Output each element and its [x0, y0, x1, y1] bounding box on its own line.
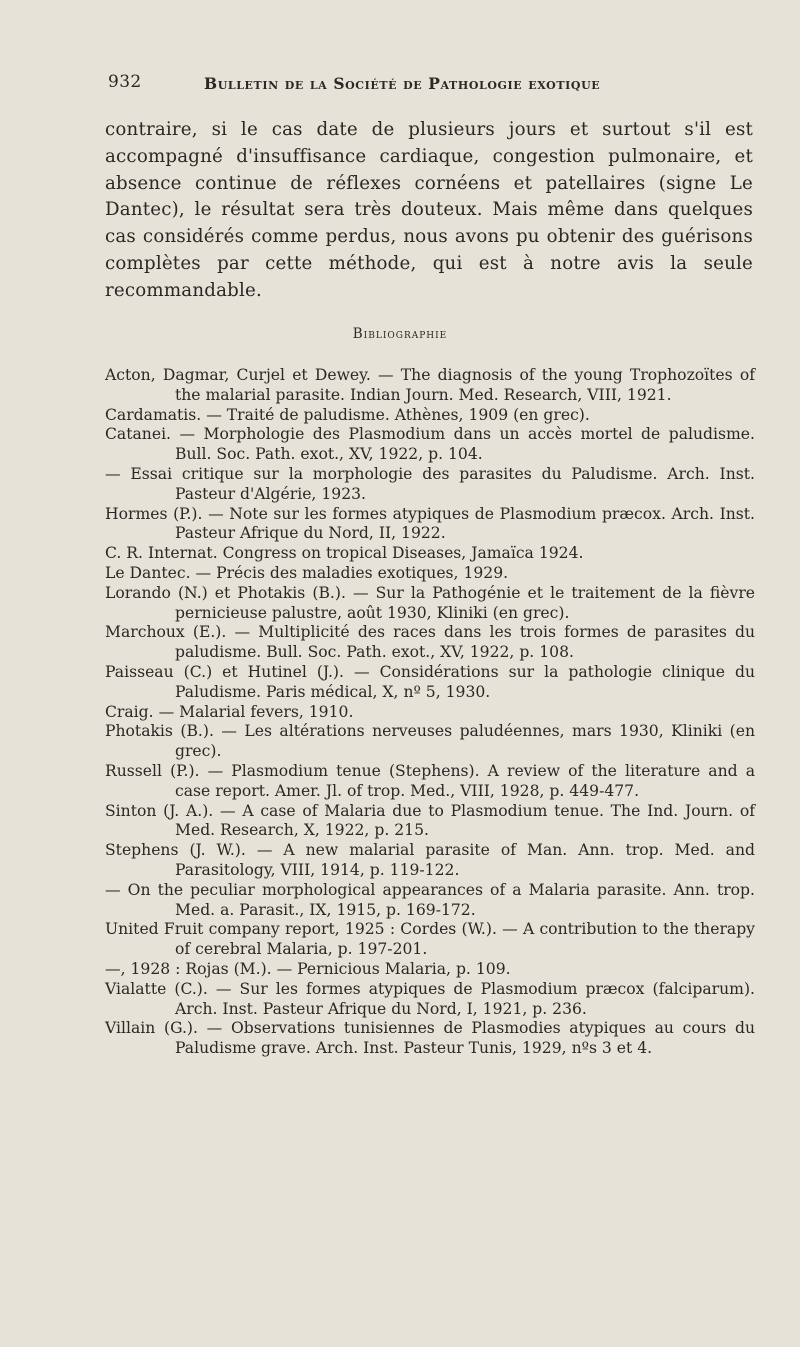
reference-item: Catanei. — Morphologie des Plasmodium dans un accès mortel de paludisme. Bull. Soc. Path. exot., XV, 1922, p. 104.: [105, 425, 755, 464]
reference-item: Vialatte (C.). — Sur les formes atypiques de Plasmodium præcox (falciparum). Arch. Inst. Pasteur Afrique du Nord, I, 1921, p. 236.: [105, 979, 755, 1018]
journal-title: Bulletin de la Société de Pathologie exotique: [204, 74, 601, 93]
page-number: 932: [108, 72, 142, 92]
reference-list: [105, 366, 755, 1059]
body-paragraph: contraire, si le cas date de plusieurs jours et surtout s'il est accompagné d'insuffisance cardiaque, congestion pulmonaire, et absence continue de réflexes cornéens et patellaires (signe Le Dantec), le résultat sera très douteux. Mais même dans quelques cas considérés comme perdus, nous avons pu obtenir des guérisons complètes par cette méthode, qui est à notre avis la seule recommandable.: [105, 119, 753, 301]
reference-item: Acton, Dagmar, Curjel et Dewey. — The diagnosis of the young Trophozoïtes of the malarial parasite. Indian Journ. Med. Research, VIII, 1921.: [105, 366, 755, 404]
reference-item: Cardamatis. — Traité de paludisme. Athènes, 1909 (en grec).: [105, 405, 590, 424]
reference-item: Photakis (B.). — Les altérations nerveuses paludéennes, mars 1930, Kliniki (en grec).: [105, 722, 755, 761]
reference-item: —, 1928 : Rojas (M.). — Pernicious Malaria, p. 109.: [105, 959, 511, 978]
reference-item: Craig. — Malarial fevers, 1910.: [105, 702, 354, 721]
bibliography-heading: Bibliographie: [352, 326, 448, 342]
reference-item: — On the peculiar morphological appearances of a Malaria parasite. Ann. trop. Med. a. Parasit., IX, 1915, p. 169-172.: [105, 880, 755, 919]
reference-item: — Essai critique sur la morphologie des parasites du Paludisme. Arch. Inst. Pasteur d'Algérie, 1923.: [105, 464, 755, 503]
reference-item: Marchoux (E.). — Multiplicité des races dans les trois formes de parasites du paludisme. Bull. Soc. Path. exot., XV, 1922, p. 108.: [105, 623, 755, 662]
reference-item: Lorando (N.) et Photakis (B.). — Sur la Pathogénie et le traitement de la fièvre pernicieuse palustre, août 1930, Kliniki (en grec).: [105, 583, 755, 622]
reference-item: Hormes (P.). — Note sur les formes atypiques de Plasmodium præcox. Arch. Inst. Pasteur Afrique du Nord, II, 1922.: [105, 504, 755, 543]
reference-item: Villain (G.). — Observations tunisiennes de Plasmodies atypiques au cours du Paludisme grave. Arch. Inst. Pasteur Tunis, 1929, nºs 3 et 4.: [105, 1019, 755, 1058]
reference-item: Paisseau (C.) et Hutinel (J.). — Considérations sur la pathologie clinique du Paludisme. Paris médical, X, nº 5, 1930.: [105, 662, 755, 701]
reference-item: Russell (P.). — Plasmodium tenue (Stephens). A review of the literature and a case report. Amer. Jl. of trop. Med., VIII, 1928, p. 449-477.: [105, 761, 755, 800]
reference-item: Stephens (J. W.). — A new malarial parasite of Man. Ann. trop. Med. and Parasitology, VIII, 1914, p. 119-122.: [105, 841, 755, 879]
reference-item: C. R. Internat. Congress on tropical Diseases, Jamaïca 1924.: [105, 544, 584, 563]
reference-item: Le Dantec. — Précis des maladies exotiques, 1929.: [105, 563, 509, 582]
reference-item: Sinton (J. A.). — A case of Malaria due to Plasmodium tenue. The Ind. Journ. of Med. Research, X, 1922, p. 215.: [105, 801, 755, 840]
reference-item: United Fruit company report, 1925 : Cordes (W.). — A contribution to the therapy of cerebral Malaria, p. 197-201.: [105, 920, 755, 959]
